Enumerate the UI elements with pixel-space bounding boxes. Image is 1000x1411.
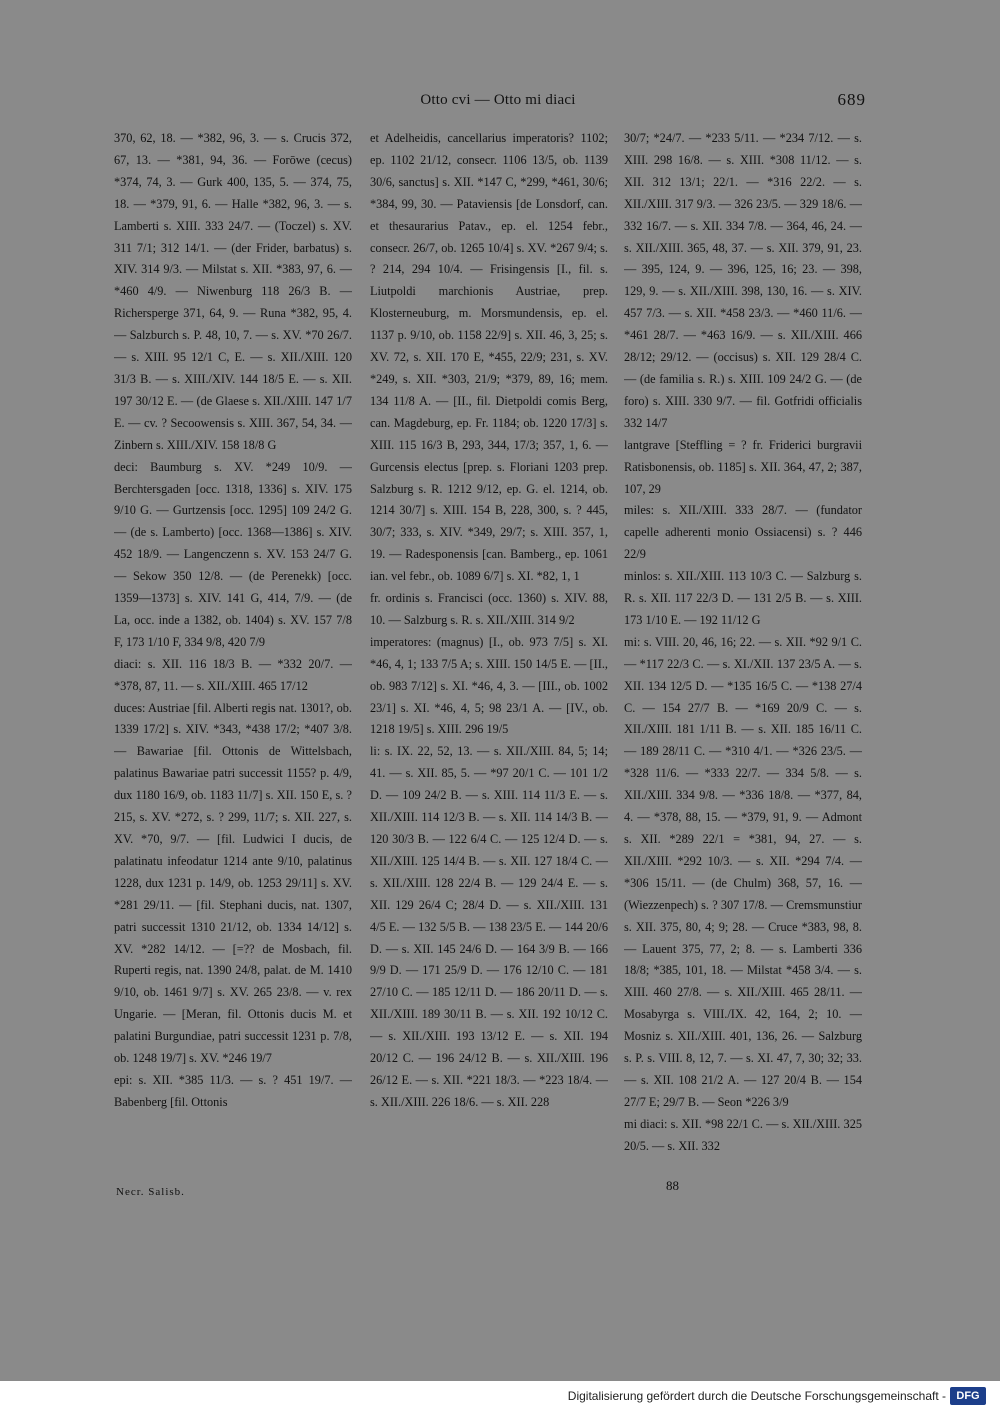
entry-paragraph: lantgrave [Steffling = ? fr. Friderici burgravii Ratisbonensis, ob. 1185] s. XII. 364, 47, 2; 387, 107, 29 <box>624 437 862 496</box>
page-header <box>88 92 900 122</box>
entry-paragraph: 370, 62, 18. — *382, 96, 3. — s. Crucis 372, 67, 13. — *381, 94, 36. — Forōwe (cecus) *374, 74, 3. — Gurk 400, 135, 5. — 374, 75, 18. — *379, 91, 6. — Halle *382, 96, 3. — s. Lamberti s. XIII. 333 24/7. — (Toczel) s. XV. 311 7/1; 312 14/1. — (der Frider, barbatus) s. XIV. 314 9/3. — Milstat s. XII. *383, 97, 6. — *460 4/9. — Niwenburg 118 26/3 B. — Richersperge 371, 64, 9. — Runa *382, 95, 4. — Salzburch s. P. 48, 10, 7. — s. XV. *70 26/7. — s. XIII. 95 12/1 C, E. — s. XII./XIII. 120 31/3 B. — s. XIII./XIV. 144 18/5 E. — s. XII. 197 30/12 E. — (de Glaese s. XII./XIII. 147 1/7 E. — cv. ? Secoowensis s. XIII. 367, 54, 34. — Zinbern s. XIII./XIV. 158 18/8 G <box>114 131 352 452</box>
entry-paragraph: diaci: s. XII. 116 18/3 B. — *332 20/7. — *378, 87, 11. — s. XII./XIII. 465 17/12 <box>114 656 352 693</box>
text-column-3 <box>624 128 862 1178</box>
entry-paragraph: 30/7; *24/7. — *233 5/11. — *234 7/12. — s. XIII. 298 16/8. — s. XIII. *308 11/12. — s. XII. 312 13/1; 22/1. — *316 22/2. — s. XII./XIII. 317 9/3. — 326 23/5. — 329 18/6. — 332 16/7. — s. XII. 334 7/8. — 364, 46, 24. — s. XII./XIII. 365, 48, 37. — s. XII. 379, 91, 23. — 395, 124, 9. — 396, 125, 16; 23. — 398, 129, 9. — s. XII./XIII. 398, 130, 16. — s. XIV. 457 7/3. — s. XII. *458 23/3. — *460 11/6. — *461 28/7. — *463 16/9. — s. XII./XIII. 466 28/12; 29/12. — (occisus) s. XII. 129 28/4 C. — (de familia s. R.) s. XIII. 109 24/2 G. — (de foro) s. XIII. 330 9/7. — fil. Gotfridi officialis 332 14/7 <box>624 131 862 430</box>
dfg-credit-bar <box>0 1381 1000 1411</box>
text-column-2 <box>370 128 608 1178</box>
entry-paragraph: mi: s. VIII. 20, 46, 16; 22. — s. XII. *92 9/1 C. — *117 22/3 C. — s. XI./XII. 137 23/5 A. — s. XII. 134 12/5 D. — *135 16/5 C. — *138 27/4 C. — 154 27/7 B. — *169 20/9 C. — s. XII./XIII. 181 1/11 B. — s. XII. 185 16/11 C. — 189 28/11 C. — *310 4/1. — *326 23/5. — *328 11/6. — *333 22/7. — 334 5/8. — s. XII./XIII. 334 9/8. — *336 18/8. — *377, 84, 4. — *378, 88, 15. — *379, 91, 9. — Admont s. XII. *289 22/1 = *381, 94, 27. — s. XII./XIII. *292 10/3. — s. XII. *294 7/4. — *306 15/11. — (de Chulm) 368, 57, 16. — (Wiezzenpech) s. ? 307 17/8. — Cremsmunstiur s. XII. 375, 80, 4; 9; 28. — Cruce *383, 98, 8. — Lauent 375, 77, 2; 8. — s. Lamberti 336 18/8; *385, 101, 18. — Milstat *458 3/4. — s. XIII. 460 27/8. — s. XII./XIII. 465 28/11. — Mosabyrga s. VIII./IX. 42, 164, 2; 10. — Mosniz s. XII./XIII. 401, 136, 26. — Salzburg s. P. s. VIII. 8, 12, 7. — s. XI. 47, 7, 30; 32; 33. — s. XII. 108 21/2 A. — 127 20/4 B. — 154 27/7 E; 29/7 B. — Seon *226 3/9 <box>624 634 862 1109</box>
footer-signature: Necr. Salisb. <box>116 1186 185 1198</box>
printed-sheet <box>88 70 900 1310</box>
text-column-1 <box>114 128 352 1178</box>
dfg-logo-icon: DFG <box>950 1387 986 1405</box>
entry-paragraph: epi: s. XII. *385 11/3. — s. ? 451 19/7. — Babenberg [fil. Ottonis <box>114 1072 352 1109</box>
entry-paragraph: minlos: s. XII./XIII. 113 10/3 C. — Salzburg s. R. s. XII. 117 22/3 D. — 131 2/5 B. — s. XIII. 173 1/10 E. — 192 11/12 G <box>624 569 862 627</box>
entry-paragraph: duces: Austriae [fil. Alberti regis nat. 1301?, ob. 1339 17/2] s. XIV. *343, *438 17/2; *407 3/8. — Bawariae [fil. Ottonis de Wittelsbach, palatinus Bawariae patri successit 1155? p. 4/9, dux 1180 16/9, ob. 1183 11/7] s. XII. 150 E, s. ? 215, s. XV. *272, s. ? 299, 11/7; s. XII. 227, s. XV. *70, 9/7. — [fil. Ludwici I ducis, de palatinatu infeodatur 1214 ante 9/10, palatinus 1228, dux 1231 p. 14/9, ob. 1253 29/11] s. XV. *281 29/11. — [fil. Stephani ducis, nat. 1307, patri successit 1310 21/12, ob. 1334 14/12] s. XV. *282 14/12. — [=?? de Mosbach, fil. Ruperti regis, nat. 1390 24/8, palat. de M. 1410 9/10, ob. 1461 9/7] s. XV. 265 23/8. — v. rex Ungarie. — [Meran, fil. Ottonis ducis M. et palatini Burgundiae, patri successit 1231 p. 7/8, ob. 1248 19/7] s. XV. *246 19/7 <box>114 700 352 1066</box>
running-title: Otto cvi — Otto mi diaci <box>420 92 576 108</box>
entry-paragraph: mi diaci: s. XII. *98 22/1 C. — s. XII./XIII. 325 20/5. — s. XII. 332 <box>624 1116 862 1153</box>
dfg-credit-text: Digitalisierung gefördert durch die Deutsche Forschungsgemeinschaft - <box>567 1389 946 1403</box>
entry-paragraph: miles: s. XII./XIII. 333 28/7. — (fundator capelle adherenti monio Ossiacensi) s. ? 446 22/9 <box>624 503 862 562</box>
footer-sheet-number: 88 <box>666 1178 679 1193</box>
entry-paragraph: imperatores: (magnus) [I., ob. 973 7/5] s. XI. *46, 4, 1; 133 7/5 A; s. XIII. 150 14/5 E. — [II., ob. 983 7/12] s. XI. *46, 4, 3. — [III., ob. 1002 23/1] s. XI. *46, 4, 5; 98 23/1 A. — [IV., ob. 1218 19/5] s. XIII. 296 19/5 <box>370 634 608 737</box>
entry-paragraph: deci: Baumburg s. XV. *249 10/9. — Berchtersgaden [occ. 1318, 1336] s. XIV. 175 9/10 G. — Gurtzensis [occ. 1295] 109 24/2 G. — (de s. Lamberto) [occ. 1368—1386] s. XIV. 452 18/9. — Langenczenn s. XV. 153 24/7 G. — Sekow 350 12/8. — (de Perenekk) [occ. 1359—1373] s. XIV. 141 G, 414, 7/9. — (de La, occ. inde a 1382, ob. 1404) s. XV. 157 7/8 F, 173 1/10 F, 334 9/8, 420 7/9 <box>114 459 352 649</box>
entry-paragraph: et Adelheidis, cancellarius imperatoris? 1102; ep. 1102 21/12, consecr. 1106 13/5, ob. 1139 30/6, sanctus] s. XII. *147 C, *299, *461, 30/6; *384, 99, 30. — Pataviensis [de Lonsdorf, can. et thesaurarius Patav., ep. el. 1254 febr., consecr. 26/7, ob. 1265 10/4] s. XV. *267 9/4; s. ? 214, 294 10/4. — Frisingensis [I., fil. s. Liutpoldi marchionis Austriae, prep. Klosterneuburg, m. Morsmundensis, ep. el. 1137 p. 9/10, ob. 1158 22/9] s. XII. 46, 3, 25; s. XV. 72, s. XII. 170 E, *455, 22/9; 231, s. XV. *249, s. XII. *303, 21/9; *379, 89, 16; mem. 134 11/8 A. — [II., fil. Dietpoldi comis Berg, can. Magdeburg, ep. Fr. 1184; ob. 1220 17/3] s. XIII. 115 16/3 B, 293, 344, 17/3; 357, 1, 6. — Gurcensis electus [prep. s. Floriani 1203 prep. Salzburg s. R. 1212 9/12, ep. G. el. 1214, ob. 1214 30/7] s. XIII. 154 B, 228, 300, s. ? 445, 30/7; 333, s. XIV. *349, 29/7; s. XIII. 357, 1, 19. — Radesponensis [can. Bamberg., ep. 1061 ian. vel febr., ob. 1089 6/7] s. XI. *82, 1, 1 <box>370 131 608 584</box>
entry-paragraph: fr. ordinis s. Francisci (occ. 1360) s. XIV. 88, 10. — Salzburg s. R. s. XII./XIII. 314 9/2 <box>370 591 608 627</box>
page-number: 689 <box>837 90 866 109</box>
entry-paragraph: li: s. IX. 22, 52, 13. — s. XII./XIII. 84, 5; 14; 41. — s. XII. 85, 5. — *97 20/1 C. — 101 1/2 D. — 109 24/2 B. — s. XIII. 114 11/3 E. — s. XII./XIII. 114 12/3 B. — s. XII. 114 14/3 B. — 120 30/3 B. — 122 6/4 C. — 125 12/4 D. — s. XII./XIII. 125 14/4 B. — s. XII. 127 18/4 C. — s. XII./XIII. 128 22/4 B. — 129 24/4 E. — s. XII. 129 26/4 C; 28/4 D. — s. XII./XIII. 131 4/5 E. — 132 5/5 B. — 138 23/5 E. — 144 20/6 D. — s. XII. 145 24/6 D. — 164 3/9 B. — 166 9/9 D. — 171 25/9 D. — 176 12/10 C. — 181 27/10 C. — 185 12/11 D. — 186 20/11 D. — s. XII./XIII. 189 30/11 B. — s. XII. 192 10/12 C. — s. XII./XIII. 193 13/12 E. — s. XII. 194 20/12 C. — 196 24/12 B. — s. XII./XIII. 196 26/12 E. — s. XII. *221 18/3. — *223 18/4. — s. XII./XIII. 226 18/6. — s. XII. 228 <box>370 744 608 1109</box>
